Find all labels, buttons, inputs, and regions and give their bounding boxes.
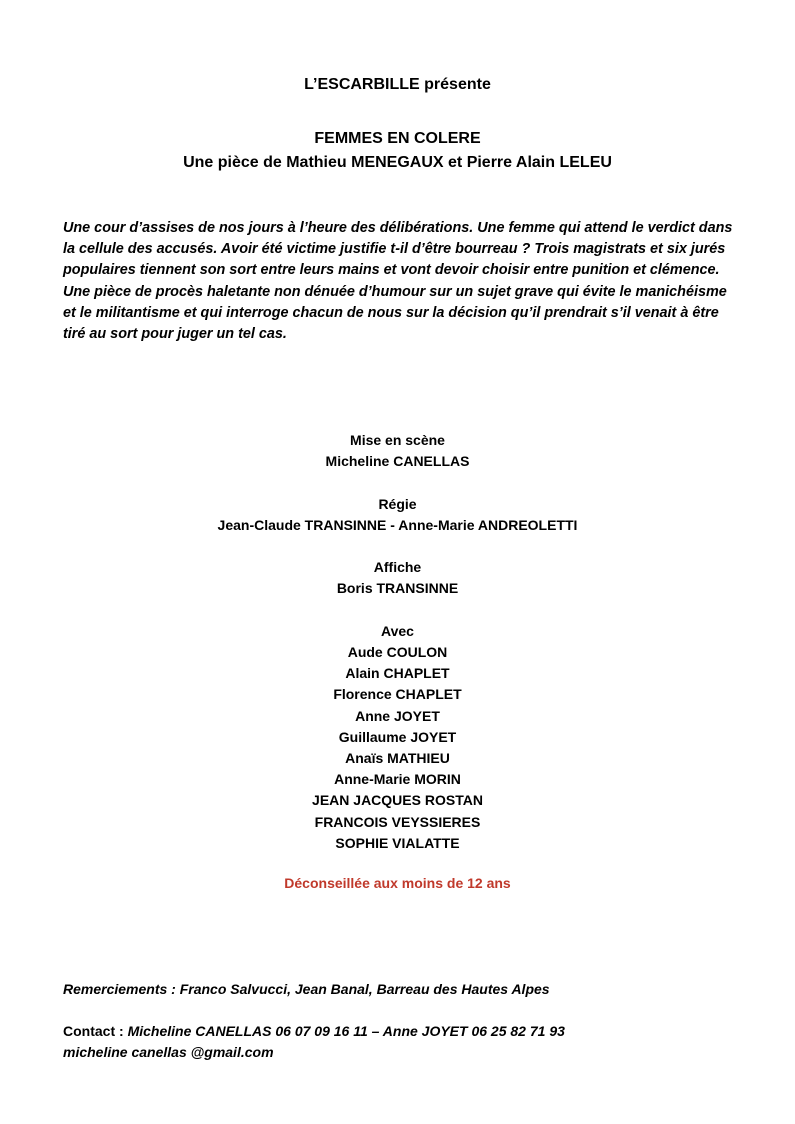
synopsis-paragraph-1: Une cour d’assises de nos jours à l’heure des délibérations. Une femme qui attend le verdict dans la cellule des accusés. Avoir été victime justifie t-il d’être bourreau ? Trois magistrats et six jurés populaires tiennent son sort entre leurs mains et vont devoir choisir entre punition et clémence. [63, 220, 733, 279]
contact-phones: Micheline CANELLAS 06 07 09 16 11 – Anne JOYET 06 25 82 71 93 [127, 1023, 565, 1039]
cast-member: Anne JOYET [355, 707, 440, 724]
cast-member: Anaïs MATHIEU [345, 750, 450, 766]
credit-label: Affiche [373, 559, 422, 576]
cast-member: JEAN JACQUES ROSTAN [312, 792, 483, 809]
cast-member: Florence CHAPLET [333, 686, 462, 703]
presenter-line: L’ESCARBILLE présente [304, 76, 491, 93]
credit-label: Régie [378, 495, 417, 512]
cast-member: SOPHIE VIALATTE [335, 834, 460, 851]
cast-member: Anne-Marie MORIN [334, 771, 461, 788]
contact-email: micheline canellas @gmail.com [63, 1044, 274, 1061]
cast-member: FRANCOIS VEYSSIERES [314, 813, 481, 830]
cast-member: Alain CHAPLET [345, 665, 450, 682]
synopsis-paragraph-2: Une pièce de procès haletante non dénuée d’humour sur un sujet grave qui évite le manichéisme et le militantisme et qui interroge chacun de nous sur la décision qu’il prendrait s’il venait à être tiré au sort pour juger un tel cas. [63, 283, 727, 343]
credit-name: Micheline CANELLAS [325, 453, 470, 470]
credit-poster [0, 557, 795, 599]
cast-member: Guillaume JOYET [338, 728, 457, 745]
authors-line: Une pièce de Mathieu MENEGAUX et Pierre Alain LELEU [183, 154, 612, 171]
contact-phones-line [63, 1021, 763, 1042]
synopsis [63, 218, 743, 345]
title-block [0, 127, 795, 175]
credit-name: Boris TRANSINNE [336, 580, 459, 597]
cast-member: Aude COULON [347, 643, 448, 660]
credits [0, 430, 795, 875]
contact-block [63, 1021, 763, 1063]
credit-stage-management [0, 494, 795, 536]
credit-name: Jean-Claude TRANSINNE - Anne-Marie ANDREOLETTI [217, 516, 578, 533]
credit-direction [0, 430, 795, 472]
credit-cast [0, 621, 795, 854]
credit-label: Avec [381, 622, 414, 639]
acknowledgements: Remerciements : Franco Salvucci, Jean Banal, Barreau des Hautes Alpes [63, 981, 550, 997]
play-title: FEMMES EN COLERE [314, 130, 481, 147]
contact-label: Contact : [63, 1023, 128, 1039]
credit-label: Mise en scène [350, 432, 445, 448]
age-warning: Déconseillée aux moins de 12 ans [284, 875, 511, 891]
